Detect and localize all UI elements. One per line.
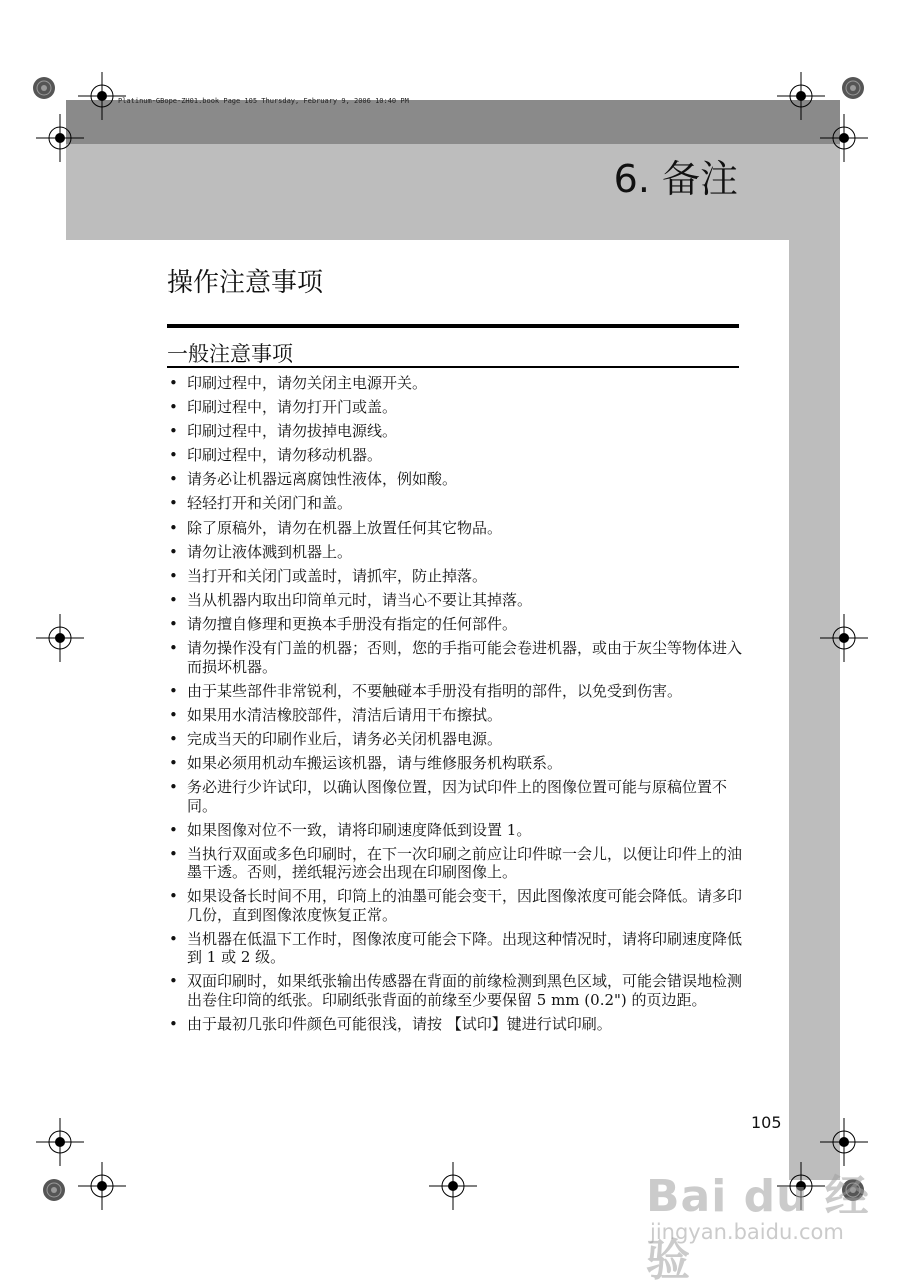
list-item: • 如果图像对位不一致，请将印刷速度降低到设置 1。 <box>167 821 742 840</box>
color-dial-icon <box>42 1178 66 1202</box>
registration-mark-icon <box>36 614 84 662</box>
section-rule <box>167 366 739 368</box>
watermark-url: jingyan.baidu.com <box>650 1220 844 1244</box>
notes-list <box>167 374 742 1039</box>
registration-mark-icon <box>78 1162 126 1210</box>
list-item: • 由于某些部件非常锐利，不要触碰本手册没有指明的部件，以免受到伤害。 <box>167 682 742 701</box>
page-number: 105 <box>751 1113 782 1132</box>
list-item: • 由于最初几张印件颜色可能很浅，请按 【试印】键进行试印刷。 <box>167 1015 742 1034</box>
list-item: • 印刷过程中，请勿移动机器。 <box>167 446 742 465</box>
registration-mark-icon <box>36 114 84 162</box>
registration-mark-icon <box>777 72 825 120</box>
list-item: • 当从机器内取出印筒单元时，请当心不要让其掉落。 <box>167 591 742 610</box>
page-title: 操作注意事项 <box>167 268 324 298</box>
registration-mark-icon <box>429 1162 477 1210</box>
list-item: • 如果设备长时间不用，印筒上的油墨可能会变干，因此图像浓度可能会降低。请多印几份，直到图像浓度恢复正常。 <box>167 887 742 924</box>
section-title: 一般注意事项 <box>167 342 293 366</box>
registration-mark-icon <box>820 614 868 662</box>
color-dial-icon <box>841 76 865 100</box>
header-dark-strip <box>66 100 840 144</box>
list-item: • 印刷过程中，请勿拔掉电源线。 <box>167 422 742 441</box>
watermark-logo: Bai du 经验 <box>646 1171 870 1286</box>
list-item: • 务必进行少许试印，以确认图像位置，因为试印件上的图像位置可能与原稿位置不同。 <box>167 778 742 815</box>
list-item: • 当机器在低温下工作时，图像浓度可能会下降。出现这种情况时，请将印刷速度降低到 1 或 2 级。 <box>167 930 742 967</box>
registration-mark-icon <box>78 72 126 120</box>
list-item: • 印刷过程中，请勿关闭主电源开关。 <box>167 374 742 393</box>
registration-mark-icon <box>820 114 868 162</box>
chapter-title: 6. 备注 <box>613 157 738 201</box>
registration-mark-icon <box>36 1118 84 1166</box>
baidu-watermark <box>640 1150 880 1286</box>
color-dial-icon <box>32 76 56 100</box>
list-item: • 除了原稿外，请勿在机器上放置任何其它物品。 <box>167 519 742 538</box>
list-item: • 请勿擅自修理和更换本手册没有指定的任何部件。 <box>167 615 742 634</box>
list-item: • 请勿让液体溅到机器上。 <box>167 543 742 562</box>
list-item: • 请务必让机器远离腐蚀性液体，例如酸。 <box>167 470 742 489</box>
title-rule <box>167 324 739 328</box>
list-item: • 当打开和关闭门或盖时，请抓牢，防止掉落。 <box>167 567 742 586</box>
list-item: • 轻轻打开和关闭门和盖。 <box>167 494 742 513</box>
list-item: • 印刷过程中，请勿打开门或盖。 <box>167 398 742 417</box>
list-item: • 完成当天的印刷作业后，请务必关闭机器电源。 <box>167 730 742 749</box>
list-item: • 当执行双面或多色印刷时，在下一次印刷之前应让印件晾一会儿，以便让印件上的油墨干透。否则，搓纸辊污迹会出现在印刷图像上。 <box>167 845 742 882</box>
print-file-header: Platinum-GBope-ZH01.book Page 105 Thursday, February 9, 2006 10:40 PM <box>118 97 409 105</box>
list-item: • 如果用水清洁橡胶部件，清洁后请用干布擦拭。 <box>167 706 742 725</box>
list-item: • 请勿操作没有门盖的机器；否则，您的手指可能会卷进机器，或由于灰尘等物体进入而损坏机器。 <box>167 639 742 676</box>
side-band <box>789 240 840 1180</box>
list-item: • 如果必须用机动车搬运该机器，请与维修服务机构联系。 <box>167 754 742 773</box>
list-item: • 双面印刷时，如果纸张输出传感器在背面的前缘检测到黑色区域，可能会错误地检测出卷住印筒的纸张。印刷纸张背面的前缘至少要保留 5 mm (0.2") 的页边距。 <box>167 972 742 1009</box>
